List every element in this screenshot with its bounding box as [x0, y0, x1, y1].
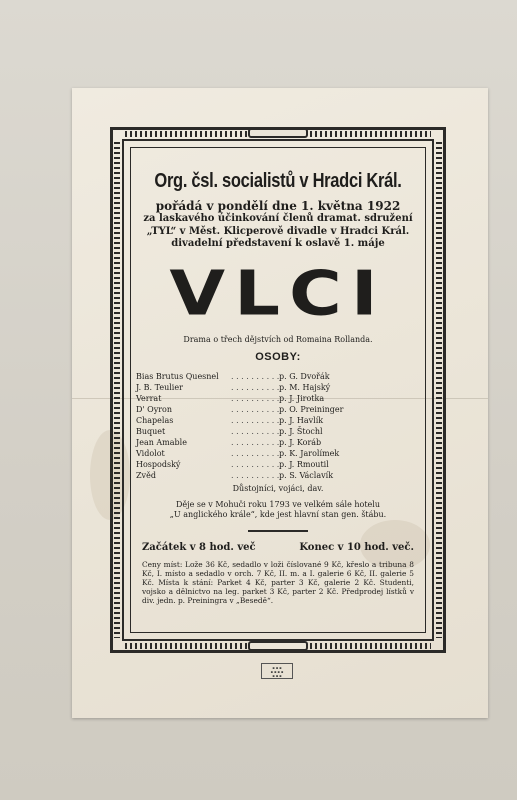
cast-actor: p. O. Preininger — [279, 404, 344, 414]
cast-row — [134, 404, 422, 415]
cast-row — [134, 393, 422, 404]
cast-row — [134, 426, 422, 437]
setting-text — [134, 500, 422, 520]
end-time: Konec v 10 hod. več. — [299, 541, 414, 553]
setting-line: „U anglického krále“, kde jest hlavní stan gen. štábu. — [169, 509, 387, 519]
occasion-line: divadelní představení k oslavě 1. máje — [171, 238, 385, 249]
cast-actor: p. M. Hajský — [279, 382, 331, 392]
venue-line: „TYL“ v Měst. Klicperově divadle v Hradci Král. — [146, 225, 410, 237]
cast-role: Verrat — [136, 393, 162, 403]
leader-dots: . . . . . . . . . . — [231, 404, 279, 414]
cast-actor: p. J. Koráb — [279, 437, 322, 447]
cast-role: Vidolot — [136, 448, 165, 458]
cast-row — [134, 415, 422, 426]
cast-row — [134, 448, 422, 459]
cast-heading: OSOBY: — [255, 350, 301, 363]
cast-actor: p. J. Rmoutil — [279, 459, 329, 469]
cast-row — [134, 437, 422, 448]
leader-dots: . . . . . . . . . . — [231, 382, 279, 392]
cast-actor: p. G. Dvořák — [279, 371, 330, 381]
leader-dots: . . . . . . . . . . — [231, 437, 279, 447]
cast-row — [134, 459, 422, 470]
cast-list — [134, 371, 422, 481]
printer-stamp: ▪ ▪ ▪ ▪ ▪ ▪ ▪ ▪ ▪ ▪ — [261, 663, 293, 679]
cast-role: Jean Amable — [136, 437, 187, 447]
cast-role: D' Oyron — [136, 404, 173, 414]
cast-role: Hospodský — [136, 459, 181, 469]
leader-dots: . . . . . . . . . . — [231, 371, 279, 381]
extras-line: Důstojníci, vojáci, dav. — [232, 483, 324, 493]
cast-actor: p. J. Havlík — [279, 415, 324, 425]
event-date: pořádá v pondělí dne 1. května 1922 — [155, 199, 401, 213]
ticket-prices: Ceny míst: Lože 36 Kč, sedadlo v loži číslované 9 Kč, křeslo a tribuna 8 Kč, I. místo a sedadlo v orch. 7 Kč, II. m. a I. galerie 6 Kč, II. galerie 5 Kč. Místa k stání: Parket 4 Kč, parter 3 Kč, galerie 2 Kč. Studenti, vojsko a dělnictvo na leg. parket 3 Kč, parter 2 Kč. Předprodej lístků v div. jedn. p. Preiningra v „Besedě“. — [142, 559, 414, 605]
cast-role: Zvěd — [136, 470, 156, 480]
leader-dots: . . . . . . . . . . — [231, 470, 279, 480]
cast-row — [134, 470, 422, 481]
performers-line: za laskavého účinkování členů dramat. sdružení — [143, 213, 413, 224]
leader-dots: . . . . . . . . . . — [231, 426, 279, 436]
leader-dots: . . . . . . . . . . — [231, 415, 279, 425]
frame-medallion-bottom — [248, 641, 308, 651]
organizer-heading: Org. čsl. socialistů v Hradci Král. — [154, 169, 402, 193]
cast-actor: p. J. Štochl — [279, 426, 323, 436]
cast-role: Buquet — [136, 426, 166, 436]
cast-role: Chapelas — [136, 415, 174, 425]
frame-ornament-right — [436, 142, 442, 638]
frame-ornament-left — [114, 142, 120, 638]
leader-dots: . . . . . . . . . . — [231, 448, 279, 458]
cast-role: J. B. Teulier — [136, 382, 183, 392]
leader-dots: . . . . . . . . . . — [231, 393, 279, 403]
section-divider — [248, 530, 308, 532]
frame-medallion-top — [248, 128, 308, 138]
cast-actor: p. J. Jirotka — [279, 393, 325, 403]
schedule — [134, 542, 422, 553]
cast-role: Bias Brutus Quesnel — [136, 371, 219, 381]
play-subtitle: Drama o třech dějstvích od Romaina Rollanda. — [183, 334, 373, 344]
leader-dots: . . . . . . . . . . — [231, 459, 279, 469]
cast-actor: p. S. Václavík — [279, 470, 334, 480]
setting-line: Děje se v Mohuči roku 1793 ve velkém sále hotelu — [176, 499, 380, 509]
play-title: VLCI — [169, 256, 387, 329]
cast-row — [134, 371, 422, 382]
cast-actor: p. K. Jarolímek — [279, 448, 340, 458]
cast-row — [134, 382, 422, 393]
poster-content — [134, 150, 422, 630]
start-time: Začátek v 8 hod. več — [142, 541, 256, 553]
